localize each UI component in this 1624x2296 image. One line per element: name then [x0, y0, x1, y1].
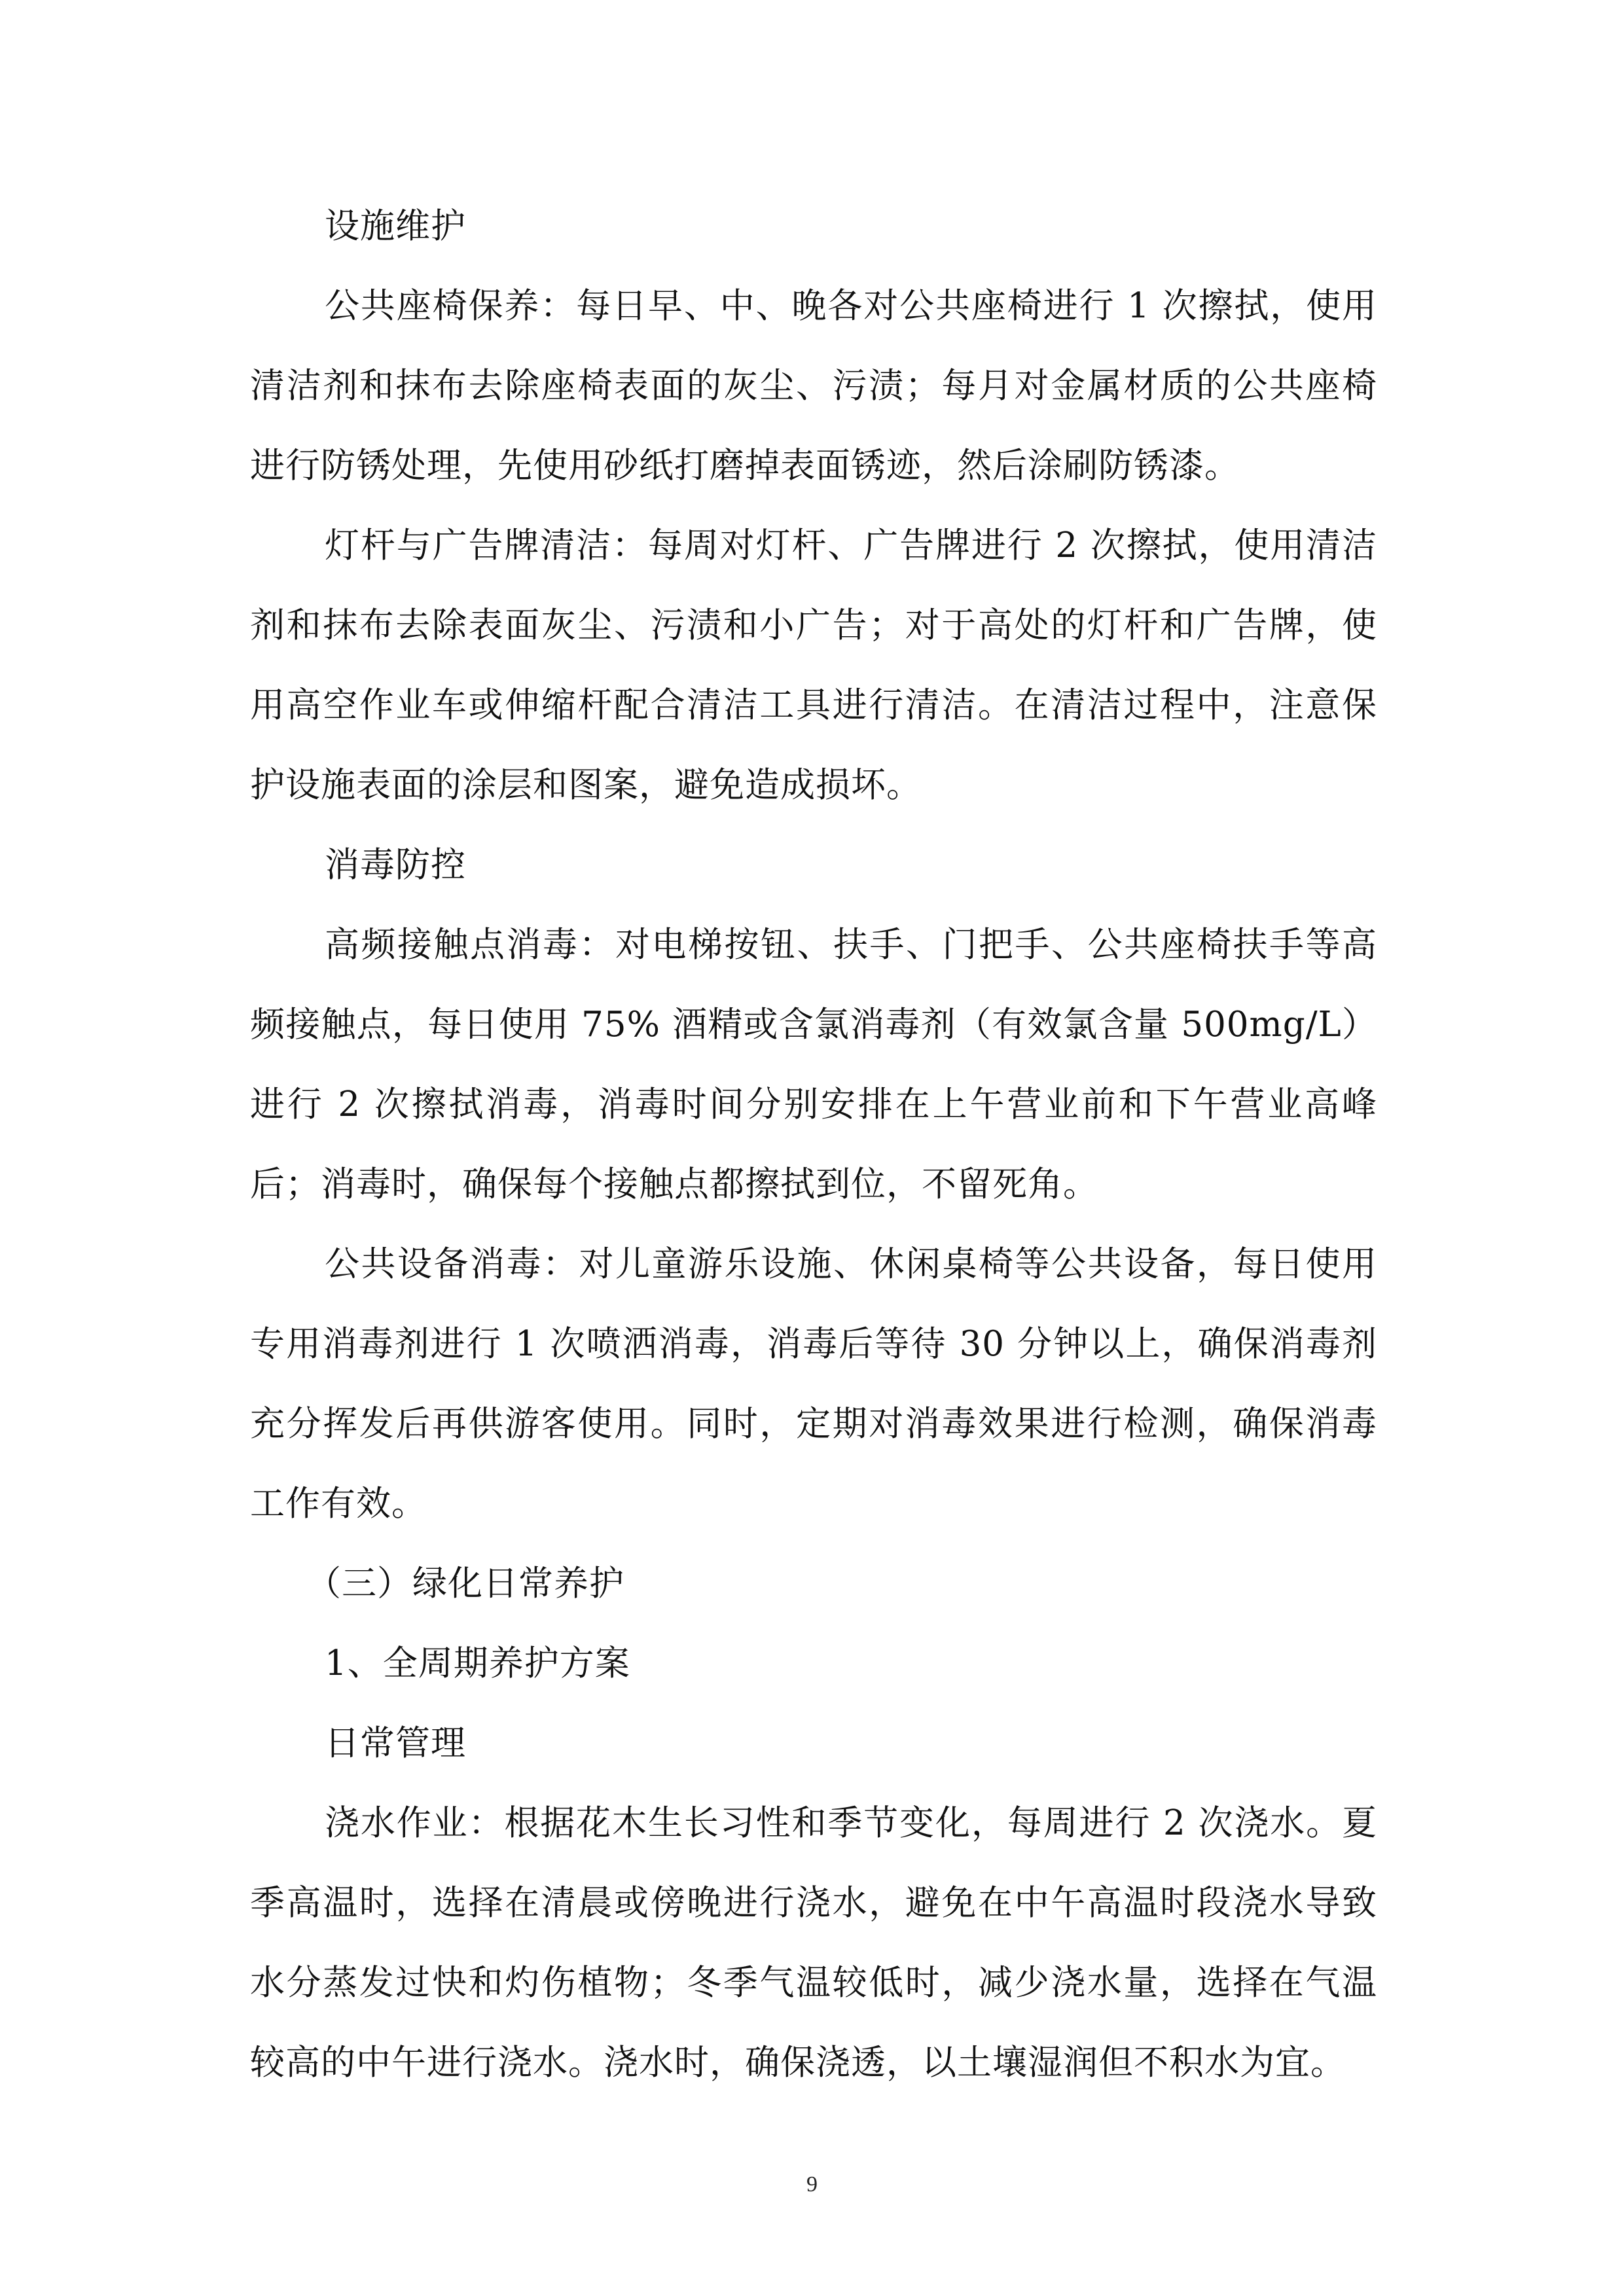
- section-heading-greening-care: （三）绿化日常养护: [306, 1564, 624, 1604]
- page-number: 9: [806, 2172, 818, 2197]
- section-heading-facility-maintenance: 设施维护: [325, 206, 466, 246]
- subsection-heading-full-cycle-plan: 1、全周期养护方案: [325, 1643, 630, 1683]
- paragraph-equipment-disinfection: 公共设备消毒：对儿童游乐设施、休闲桌椅等公共设备，每日使用专用消毒剂进行 1 次喷洒消毒，消毒后等待 30 分钟以上，确保消毒剂充分挥发后再供游客使用。同时，定期对消毒效果进行检测，确保消毒工作有效。: [250, 1244, 1377, 1524]
- section-heading-disinfection: 消毒防控: [325, 845, 466, 885]
- document-body: [250, 187, 1377, 2103]
- paragraph-bench-maintenance: 公共座椅保养：每日早、中、晚各对公共座椅进行 1 次擦拭，使用清洁剂和抹布去除座椅表面的灰尘、污渍；每月对金属材质的公共座椅进行防锈处理，先使用砂纸打磨掉表面锈迹，然后涂刷防锈漆。: [250, 286, 1377, 486]
- section-heading-daily-management: 日常管理: [325, 1723, 466, 1763]
- paragraph-watering: 浇水作业：根据花木生长习性和季节变化，每周进行 2 次浇水。夏季高温时，选择在清晨或傍晚进行浇水，避免在中午高温时段浇水导致水分蒸发过快和灼伤植物；冬季气温较低时，减少浇水量，选择在气温较高的中午进行浇水。浇水时，确保浇透，以土壤湿润但不积水为宜。: [250, 1803, 1377, 2083]
- paragraph-lamp-billboard-cleaning: 灯杆与广告牌清洁：每周对灯杆、广告牌进行 2 次擦拭，使用清洁剂和抹布去除表面灰尘、污渍和小广告；对于高处的灯杆和广告牌，使用高空作业车或伸缩杆配合清洁工具进行清洁。在清洁过程中，注意保护设施表面的涂层和图案，避免造成损坏。: [250, 526, 1377, 805]
- paragraph-touchpoint-disinfection: 高频接触点消毒：对电梯按钮、扶手、门把手、公共座椅扶手等高频接触点，每日使用 75% 酒精或含氯消毒剂（有效氯含量 500mg/L）进行 2 次擦拭消毒，消毒时间分别安排在上午营业前和下午营业高峰后；消毒时，确保每个接触点都擦拭到位，不留死角。: [250, 925, 1377, 1204]
